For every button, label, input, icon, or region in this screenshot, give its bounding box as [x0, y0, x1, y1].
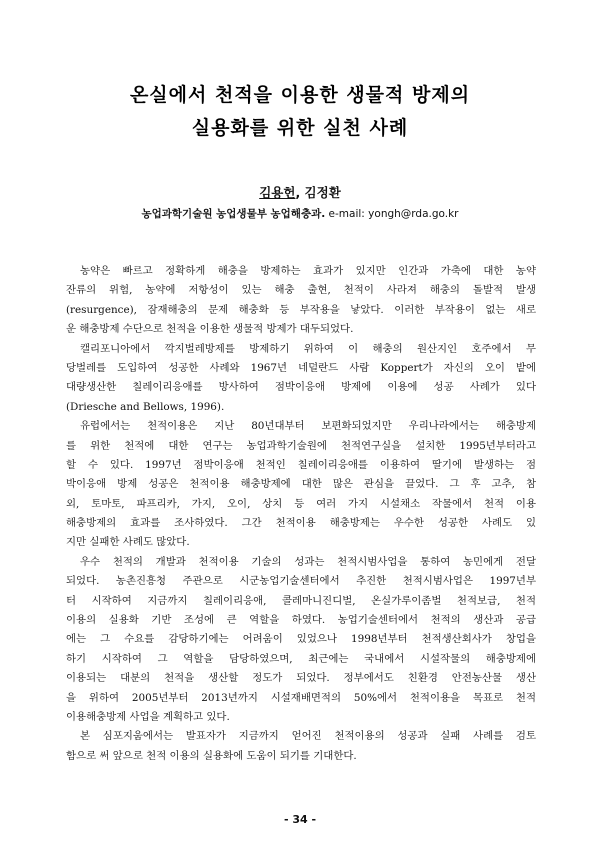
affiliation [30, 206, 570, 221]
body-line: 잔류의 위험, 농약에 저항성이 있는 해충 출현, 천적이 사라져 해충의 돌발적 발생 [66, 284, 536, 297]
body-line: 외, 토마토, 파프리카, 가지, 오이, 상치 등 여러 가지 시설채소 작물에서 천적 이용 [66, 497, 536, 510]
affiliation-org: 농업과학기술원 농업생물부 농업해충과. [141, 208, 326, 220]
body-line: 지만 실패한 사례도 많았다. [66, 536, 190, 549]
abstract-body [66, 262, 536, 766]
body-line: 되었다. 농촌진흥청 주관으로 시군농업기술센터에서 추진한 천적시범사업은 1997년부 [66, 575, 536, 588]
body-line: 터 시작하여 지금까지 칠레이리응애, 콜레마니진디벌, 온실가루이좀벌 천적보급, 천적 [66, 594, 536, 607]
body-line: 캘리포니아에서 깍지벌레방제를 방제하기 위하여 이 해충의 원산지인 호주에서 무 [80, 342, 536, 355]
author-first: 김용헌 [259, 185, 296, 200]
body-line: 를 위한 천적에 대한 연구는 농업과학기술원에 천적연구실을 설치한 1995년부터라고 [66, 439, 536, 452]
body-line: 해충방제의 효과를 조사하였다. 그간 천적이용 해충방제는 우수한 성공한 사례도 있 [66, 517, 536, 530]
body-line: 할 수 있다. 1997년 점박이응애 천적인 칠레이리응애를 이용하여 딸기에 발생하는 점 [66, 458, 536, 471]
paper-title-line-2: 실용화를 위한 실천 사례 [191, 117, 409, 139]
body-line: 농약은 빠르고 정확하게 해충을 방제하는 효과가 있지만 인간과 가축에 대한 농약 [80, 265, 536, 277]
body-line: 본 심포지움에서는 발표자가 지금까지 얻어진 천적이용의 성공과 실패 사례를 검토 [80, 730, 536, 743]
body-line: (resurgence), 잠재해충의 문제 해충화 등 부작용을 낳았다. 이러한 부작용이 없는 새로 [66, 303, 536, 316]
author-list [40, 183, 560, 201]
body-line: 당벌레를 도입하여 성공한 사례와 1967년 네덜란드 사람 Koppert가 자신의 오이 밭에 [66, 361, 536, 374]
author-second: 김정환 [304, 185, 341, 200]
body-line: 함으로 써 앞으로 천적 이용의 실용화에 도움이 되기를 기대한다. [66, 749, 357, 762]
body-line: 이용해충방제 사업을 계획하고 있다. [66, 710, 230, 723]
body-line: 대량생산한 칠레이리응애를 방사하여 점박이응애 방제에 이용에 성공 사례가 있다 [66, 381, 536, 394]
body-line: 이용되는 대분의 천적을 생산할 정도가 되었다. 정부에서도 친환경 안전농산물 생산 [66, 672, 536, 685]
paper-title-line-1: 온실에서 천적을 이용한 생물적 방제의 [129, 84, 471, 106]
body-line: 을 위하여 2005년부터 2013년까지 시설재배면적의 50%에서 천적이용을 목표로 천적 [66, 691, 536, 704]
body-line: 박이응애 방제 성공은 천적이용 해충방제에 대한 많은 관심을 끌었다. 그 후 고추, 참 [66, 478, 536, 491]
body-line: 우수 천적의 개발과 천적이용 기술의 성과는 천적시범사업을 통하여 농민에게 전달 [80, 555, 536, 568]
body-line: 유럽에서는 천적이용은 지난 80년대부터 보편화되었지만 우리나라에서는 해충방제 [80, 420, 536, 433]
body-line: 운 해충방제 수단으로 천적을 이용한 생물적 방제가 대두되었다. [66, 323, 354, 336]
author-separator: , [295, 185, 305, 200]
body-line: 에는 그 수요를 감당하기에는 어려움이 있었으나 1998년부터 천적생산회사가 창업을 [66, 633, 536, 646]
body-line: 하기 시작하여 그 역할을 담당하였으며, 최근에는 국내에서 시설작물의 해충방제에 [66, 652, 536, 665]
body-line: 이용의 실용화 기반 조성에 큰 역할을 하였다. 농업기술센터에서 천적의 생산과 공급 [66, 614, 536, 627]
affiliation-email: e-mail: yongh@rda.go.kr [325, 208, 459, 220]
page-number: - 34 - [283, 813, 317, 826]
body-line: (Driesche and Bellows, 1996). [66, 400, 225, 413]
